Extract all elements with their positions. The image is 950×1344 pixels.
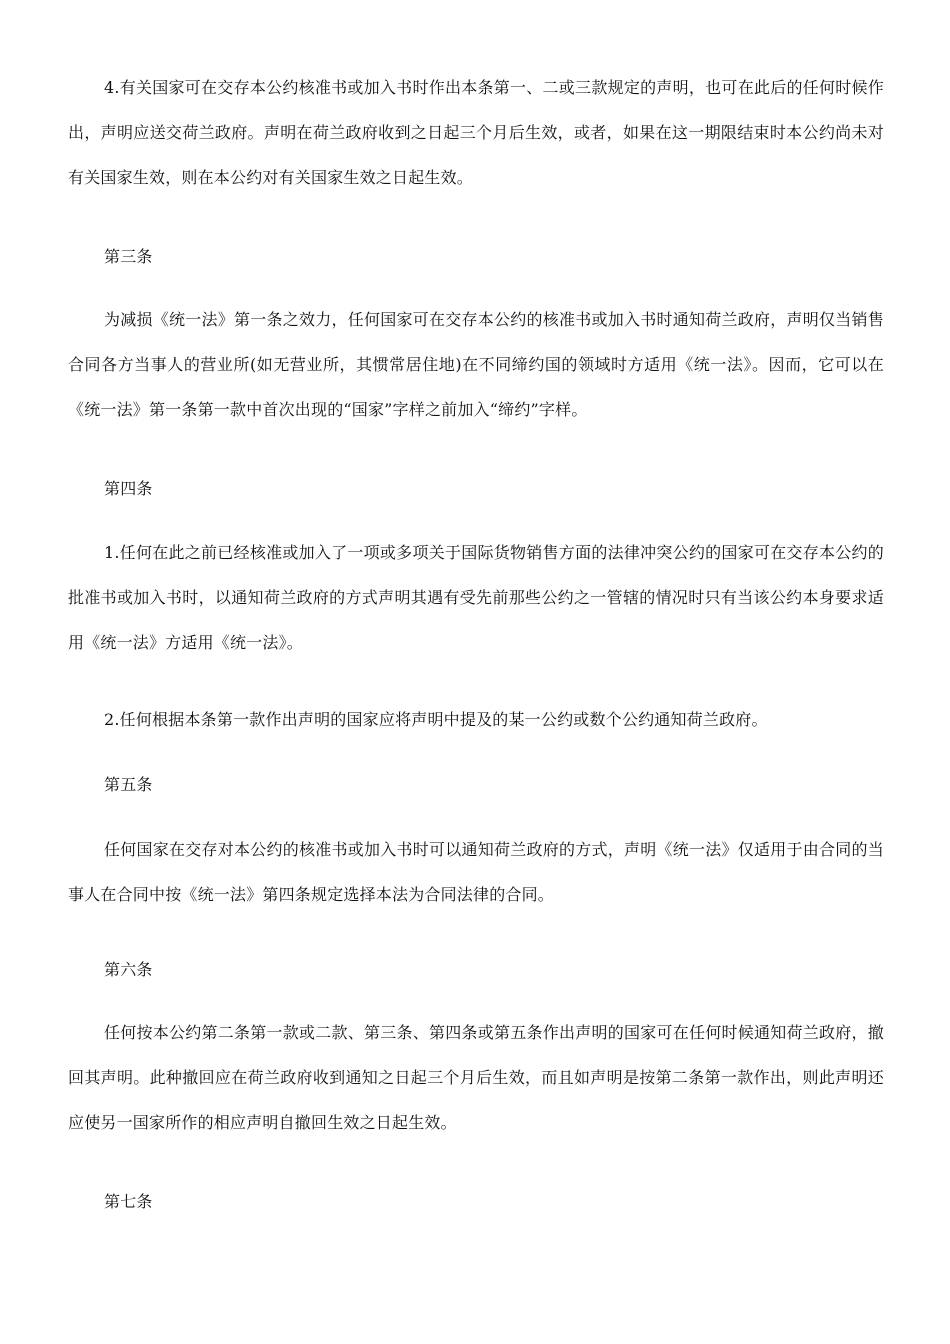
paragraph-article4-clause1: 1.任何在此之前已经核准或加入了一项或多项关于国际货物销售方面的法律冲突公约的国家可在交存本公约的批准书或加入书时，以通知荷兰政府的方式声明其遇有受先前那些公约之一管辖的情况时只有当该公约本身要求适用《统一法》方适用《统一法》。 (68, 543, 884, 652)
heading-article-6: 第六条 (104, 960, 153, 979)
paragraph-article4-clause2: 2.任何根据本条第一款作出声明的国家应将声明中提及的某一公约或数个公约通知荷兰政府。 (104, 710, 768, 729)
paragraph-article3: 为减损《统一法》第一条之效力，任何国家可在交存本公约的核准书或加入书时通知荷兰政府，声明仅当销售合同各方当事人的营业所(如无营业所，其惯常居住地)在不同缔约国的领域时方适用《统一法》。因而，它可以在《统一法》第一条第一款中首次出现的“国家”字样之前加入“缔约”字样。 (68, 310, 884, 419)
paragraph-article2-clause4: 4.有关国家可在交存本公约核准书或加入书时作出本条第一、二或三款规定的声明，也可在此后的任何时候作出，声明应送交荷兰政府。声明在荷兰政府收到之日起三个月后生效，或者，如果在这一期限结束时本公约尚未对有关国家生效，则在本公约对有关国家生效之日起生效。 (68, 78, 884, 187)
paragraph-article6: 任何按本公约第二条第一款或二款、第三条、第四条或第五条作出声明的国家可在任何时候通知荷兰政府，撤回其声明。此种撤回应在荷兰政府收到通知之日起三个月后生效，而且如声明是按第二条第一款作出，则此声明还应使另一国家所作的相应声明自撤回生效之日起生效。 (68, 1023, 884, 1132)
heading-article-4: 第四条 (104, 479, 153, 498)
heading-article-3: 第三条 (104, 247, 153, 266)
heading-article-7: 第七条 (104, 1192, 153, 1211)
paragraph-article5: 任何国家在交存对本公约的核准书或加入书时可以通知荷兰政府的方式，声明《统一法》仅适用于由合同的当事人在合同中按《统一法》第四条规定选择本法为合同法律的合同。 (68, 840, 884, 904)
heading-article-5: 第五条 (104, 775, 153, 794)
